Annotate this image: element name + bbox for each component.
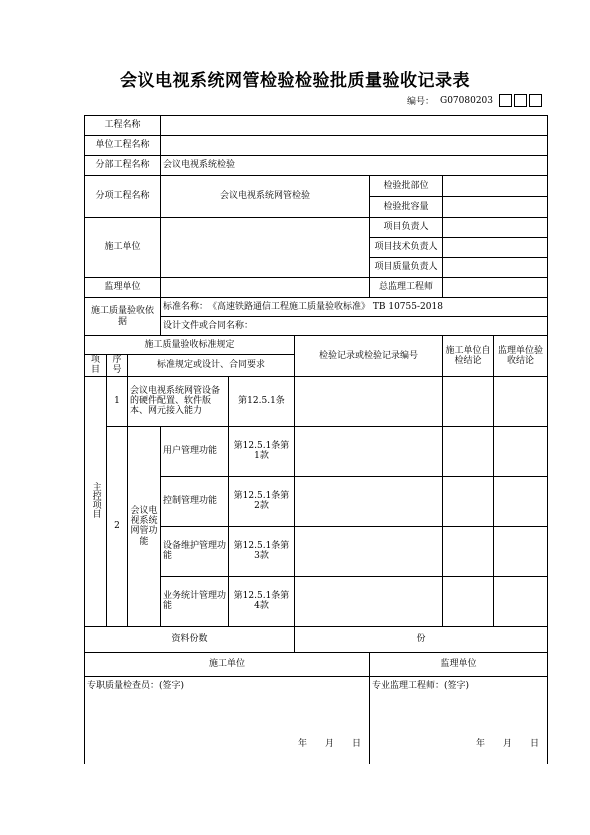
unit-project-label: 单位工程名称 [85,136,161,156]
chief-supervisor-field[interactable] [443,278,548,298]
code-box[interactable] [514,94,527,107]
sub-item-clause: 第12.5.1条第2款 [229,476,295,526]
code-boxes [499,94,542,107]
construction-result-field[interactable] [443,576,494,626]
supervision-result-field[interactable] [494,426,548,476]
docs-unit: 份 [416,634,426,645]
construction-unit-field[interactable] [161,218,370,278]
supervision-result-field[interactable] [494,476,548,526]
design-doc-label: 设计文件或合同名称： [161,317,548,336]
record-field[interactable] [295,526,443,576]
supervision-result-field[interactable] [494,526,548,576]
col-seq-header: 序号 [107,355,128,377]
tech-leader-label: 项目技术负责人 [370,238,443,258]
item-seq: 1 [107,376,128,426]
code-label: 编号： [406,97,434,107]
batch-location-field[interactable] [443,176,548,197]
basis-label: 施工质量验收依据 [85,298,161,336]
sub-item-name: 控制管理功能 [161,476,229,526]
item-project-label: 分项工程名称 [85,176,161,218]
project-name-field[interactable] [161,116,548,136]
supervision-sign-area[interactable] [370,676,548,764]
item-clause: 第12.5.1条 [229,376,295,426]
supervision-result-field[interactable] [494,376,548,426]
sub-item-name: 业务统计管理功能 [161,576,229,626]
construction-sign-area[interactable] [85,676,370,764]
std-rules-header: 施工质量验收标准规定 [85,336,295,355]
sub-item-name: 设备维护管理功能 [161,526,229,576]
construction-result-field[interactable] [443,526,494,576]
record-field[interactable] [295,426,443,476]
construction-sign-label: 专职质量检查员：(签字) [87,680,185,691]
supervision-sign-label: 专业监理工程师：(签字) [372,680,470,691]
supervision-result-header: 监理单位验收结论 [494,336,548,377]
code-box[interactable] [529,94,542,107]
unit-project-field[interactable] [161,136,548,156]
construction-result-header: 施工单位自检结论 [443,336,494,377]
chief-supervisor-label: 总监理工程师 [370,278,443,298]
supervision-unit-field[interactable] [161,278,370,298]
col-item-header: 项目 [85,355,107,377]
record-field[interactable] [295,576,443,626]
division-project-label: 分部工程名称 [85,156,161,176]
record-field[interactable] [295,476,443,526]
batch-capacity-field[interactable] [443,197,548,218]
project-name-label: 工程名称 [85,116,161,136]
code-value: G07080203 [440,95,493,106]
construction-result-field[interactable] [443,476,494,526]
inspection-record-table [84,115,548,764]
record-field[interactable] [295,376,443,426]
record-header: 检验记录或检验记录编号 [295,336,443,377]
item-desc: 会议电视系统网管设备的硬件配置、软件版本、网元接入能力 [128,376,229,426]
code-box[interactable] [499,94,512,107]
construction-result-field[interactable] [443,426,494,476]
sub-item-clause: 第12.5.1条第3款 [229,526,295,576]
batch-capacity-label: 检验批容量 [370,197,443,218]
construction-unit-label: 施工单位 [85,218,161,278]
item-project-value: 会议电视系统网管检验 [161,176,370,218]
footer-construction-title: 施工单位 [85,652,370,676]
supervision-result-field[interactable] [494,576,548,626]
footer-supervision-title: 监理单位 [370,652,548,676]
quality-leader-label: 项目质量负责人 [370,258,443,278]
item-group: 会议电视系统网管功能 [128,426,161,626]
sub-item-clause: 第12.5.1条第1款 [229,426,295,476]
construction-result-field[interactable] [443,376,494,426]
docs-count-field[interactable] [295,626,548,652]
division-project-value: 会议电视系统检验 [161,156,548,176]
document-title: 会议电视系统网管检验检验批质量验收记录表 [120,71,470,91]
tech-leader-field[interactable] [443,238,548,258]
document-code [407,94,542,107]
main-control-label: 主控项目 [85,376,107,626]
sub-item-clause: 第12.5.1条第4款 [229,576,295,626]
item-seq: 2 [107,426,128,626]
standard-name: 标准名称： 《高速铁路通信工程施工质量验收标准》 TB 10755-2018 [161,298,548,317]
project-leader-label: 项目负责人 [370,218,443,238]
supervision-unit-label: 监理单位 [85,278,161,298]
col-std-header: 标准规定或设计、合同要求 [128,355,295,377]
supervision-sign-date: 年 月 日 [476,738,540,749]
quality-leader-field[interactable] [443,258,548,278]
docs-count-label: 资料份数 [85,626,295,652]
batch-location-label: 检验批部位 [370,176,443,197]
project-leader-field[interactable] [443,218,548,238]
construction-sign-date: 年 月 日 [297,738,361,749]
sub-item-name: 用户管理功能 [161,426,229,476]
